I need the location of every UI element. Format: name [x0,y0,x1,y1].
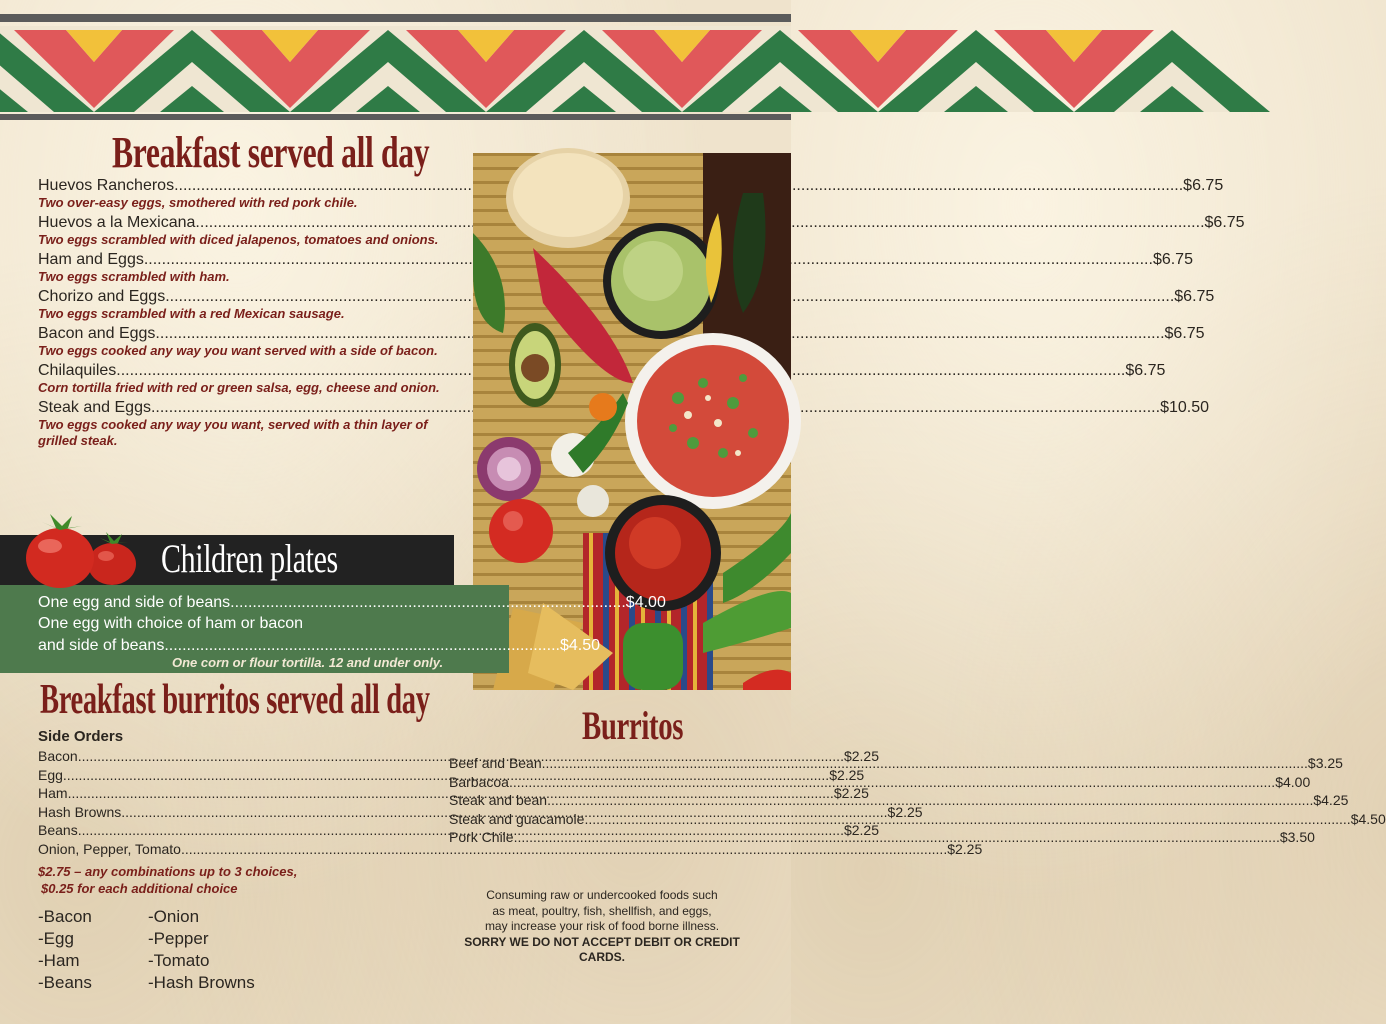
side-order-item-name: Egg [38,766,63,783]
breakfast-item-line [38,398,1209,417]
breakfast-item-line-name: Steak and Eggs [38,399,151,416]
breakfast-item-line-price: $6.75 [1183,177,1224,194]
breakfast-item-line-name: Huevos Rancheros [38,177,175,194]
side-order-item-price: $2.25 [887,803,923,820]
children-title: Children plates [161,536,338,581]
breakfast-item-line-price: $6.75 [1174,288,1215,305]
notice-line-5: CARDS. [578,950,625,964]
dot-leader [547,791,1313,810]
dot-leader [584,810,1350,829]
breakfast-item-line-name: Chilaquiles [38,362,117,379]
children-item-2 [38,635,601,656]
burrito-item-name: Steak and guacamole [449,810,585,827]
side-order-item-price: $2.25 [843,748,880,764]
side-order-item-price: $2.25 [833,785,869,801]
dot-leader [509,773,1275,792]
children-item-2-price: $4.50 [559,637,601,654]
notice-line-1: Consuming raw or undercooked foods such [486,888,718,902]
breakfast-item-line [38,176,1224,195]
burrito-item-price: $4.25 [1313,792,1349,808]
burrito-item-name: Beef and Bean [449,755,542,771]
children-note: One corn or flour tortilla. 12 and under only. [172,655,444,670]
choices-column-2 [148,906,255,994]
breakfast-item-line-name: Ham and Eggs [38,251,144,268]
breakfast-item-line [38,287,1215,306]
children-item-1-price: $4.00 [625,594,666,611]
side-orders-heading: Side Orders [38,728,124,745]
choices-column-1 [38,906,92,994]
breakfast-menu [38,176,1245,451]
burrito-choice: -Hash Browns [148,973,255,992]
side-order-item-price: $2.25 [843,822,880,838]
breakfast-title: Breakfast served all day [112,128,430,177]
breakfast-item [38,213,1245,248]
chevron-pattern [0,0,791,128]
breakfast-item-line [38,361,1166,380]
header-band [0,0,791,128]
side-order-item-name: Hash Browns [38,803,122,820]
breakfast-item-desc: Two eggs scrambled with a red Mexican sausage. [38,306,345,321]
breakfast-item-line-name: Chorizo and Eggs [38,288,166,305]
burrito-item-name: Pork Chile [449,829,514,845]
burrito-choice: -Beans [38,973,92,992]
burrito-item-price: $4.00 [1275,773,1311,790]
breakfast-item [38,361,1166,396]
breakfast-item-desc: Two eggs scrambled with ham. [38,269,230,284]
breakfast-item-line-price: $6.75 [1152,251,1193,268]
dot-leader [514,828,1280,847]
breakfast-item-line-name: Bacon and Eggs [38,325,156,342]
burrito-choice: -Bacon [38,907,92,926]
burrito-item-name: Steak and bean [449,792,548,808]
breakfast-item-desc: Two eggs cooked any way you want served with a side of bacon. [38,343,438,358]
breakfast-item-line-price: $6.75 [1125,362,1166,379]
side-order-item-name: Beans [38,822,78,838]
breakfast-item-desc: Two over-easy eggs, smothered with red pork chile. [38,195,358,210]
breakfast-item [38,250,1193,285]
burrito-item-price: $4.50 [1350,810,1386,827]
burrito-item-price: $3.25 [1307,755,1343,771]
breakfast-item-line-price: $6.75 [1164,325,1205,342]
dot-leader: ......................................................................................... [164,637,560,654]
breakfast-item-line [38,213,1245,232]
combo-line-2: $0.25 for each additional choice [41,881,238,896]
burritos-title: Burritos [582,703,684,748]
breakfast-item-line [38,250,1193,269]
combo-line-1: $2.75 – any combinations up to 3 choices, [38,864,298,879]
burrito-choice: -Egg [38,929,74,948]
notice-line-2: as meat, poultry, fish, shellfish, and eggs, [492,903,712,918]
children-item-1-name: One egg and side of beans [38,594,231,611]
breakfast-item-line [38,324,1205,343]
children-item-2-line1: One egg with choice of ham or bacon [38,615,304,632]
breakfast-item [38,176,1224,211]
burrito-item-price: $3.50 [1279,829,1315,845]
breakfast-burritos-title: Breakfast burritos served all day [40,677,430,723]
notice-line-4: SORRY WE DO NOT ACCEPT DEBIT OR CREDIT [464,934,740,949]
burrito-choice: -Tomato [148,951,210,970]
breakfast-item-line-price: $10.50 [1160,399,1209,416]
children-item-2-name: and side of beans [38,637,165,654]
burrito-choice: -Pepper [148,929,209,948]
food-safety-notice [449,888,755,966]
side-order-item-name: Bacon [38,748,78,764]
breakfast-item-desc: Corn tortilla fried with red or green salsa, egg, cheese and onion. [38,380,440,395]
breakfast-item-line-name: Huevos a la Mexicana [38,214,196,231]
breakfast-item-line-price: $6.75 [1204,214,1245,231]
dot-leader [542,754,1308,773]
side-order-item-price: $2.25 [829,766,865,783]
breakfast-item [38,324,1205,359]
breakfast-item [38,398,1209,449]
side-order-item-name: Ham [38,785,68,801]
burrito-item-name: Barbacoa [449,773,509,790]
side-order-item [38,840,983,859]
side-order-item-name: Onion, Pepper, Tomato [38,840,181,857]
breakfast-item-desc: Two eggs cooked any way you want, served with a thin layer of grilled steak. [38,417,428,448]
breakfast-item-desc: Two eggs scrambled with diced jalapenos, tomatoes and onions. [38,232,439,247]
dot-leader: ......................................................................................... [230,594,626,611]
side-order-item-price: $2.25 [947,840,983,857]
tomato-icon [20,512,140,592]
breakfast-item [38,287,1215,322]
notice-line-3: may increase your risk of food borne illness. [484,919,720,933]
burrito-choice: -Onion [148,907,200,926]
children-item-1 [38,592,666,613]
burrito-choice: -Ham [38,951,80,970]
